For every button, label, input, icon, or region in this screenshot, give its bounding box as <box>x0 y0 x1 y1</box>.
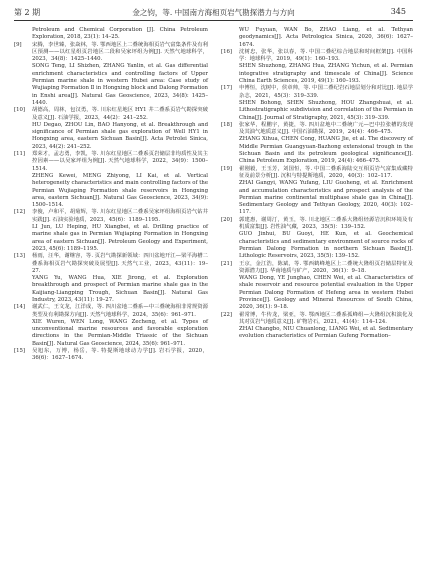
reference-entry <box>14 348 208 363</box>
reference-entry <box>221 312 413 327</box>
reference-text: ZHAI Gangyi, WANG Yufang, LIU Guoheng, et al. Enrichment and accumulation characteristics and prospect analysis of the Permian marine continental multiphase shale gas in China[J]. Sedimentary Geology and Tethyan Geology, 2020, 40(3): 102–117. <box>239 180 413 216</box>
reference-text: 翟刚毅，王玉芳，刘国恒，等. 中国二叠系海陆交互相页岩气富集成藏特征及前景分析[J]. 沉积与特提斯地质，2020，40(3)：102–117. <box>239 165 413 179</box>
reference-text: YANG Yu, WANG Hua, XIE Jirong, et al. Exploration breakthrough and prospect of Permian marine shale gas in the Kaijiang-Liangping Trough, Sichuan Basin[J]. Natural Gas Industry, 2023, 43(11): 19–27. <box>32 275 208 303</box>
reference-text: 谢武仁，王文龙，江洋成，等. 四川盆地二叠系—中三叠统海相非常规资源类型及有利勘探方向[J]. 天然气地球科学，2024，35(6)：961–971. <box>32 304 208 318</box>
reference-entry <box>221 100 413 122</box>
reference-entry <box>14 275 208 304</box>
reference-text: Petroleum and Chemical Corporation [J]. China Petroleum Exploration, 2018, 23(1): 14–25. <box>32 27 208 41</box>
reference-number: [21] <box>221 260 232 267</box>
reference-text: 王京，金江浩，陈斌，等. 鄂西鹤峰地区上二叠统大隆组页岩储层特征及资源潜力[J]. 华南地质与矿产，2020，36(1)：9–18. <box>239 260 413 274</box>
reference-text: 胡德高，周林，包汉勇，等. 川东红星地区 HY1 井二叠系页岩气勘探突破及意义[J]. 石油学报，2023，44(2)：241–252. <box>32 107 208 121</box>
reference-text: WU Fuyuan, WAN Bo, ZHAO Liang, et al. Tethyan geodynamics[J]. Acta Petrologica Sinica, 2020, 36(6): 1627–1674. <box>239 27 413 48</box>
reference-text: 张家华，程鹏宇，黄捷，等. 四川盆地中二叠统广元—巴中拉张槽的发现及其油气地质意义[J]. 中国石油勘探，2019，24(4)：466–475. <box>239 121 413 136</box>
reference-entry <box>221 261 413 276</box>
reference-entry <box>14 122 208 151</box>
reference-text: 吴旭东，万博，杨岳，等. 特提斯地球动力学[J]. 岩石学报，2020，36(6)：1627–1674. <box>32 348 208 362</box>
reference-entry <box>14 304 208 319</box>
reference-text: SHEN Shuzhong, ZHANG Hua, ZHANG Yichun, et al. Permian integrative stratigraphy and timescale of China[J]. Science China Earth Sciences, 2019, 49(1): 160–193. <box>239 63 413 85</box>
reference-entry <box>14 173 208 209</box>
references-right-column <box>221 27 413 341</box>
reference-number: [19] <box>221 165 232 172</box>
reference-entry <box>14 42 208 64</box>
reference-entry <box>14 209 208 224</box>
reference-text: 宋腾，李世臻，张焱林，等. 鄂西地区上二叠统海相页岩气富集条件及有利区预测——以红星组页岩地区二段和吴家坪组为例[J]. 天然气地球科学，2023，34(8)：1425–1440. <box>32 41 208 63</box>
reference-entry <box>221 217 413 232</box>
reference-entry <box>221 180 413 216</box>
reference-number: [18] <box>221 121 232 128</box>
header-rule <box>14 20 413 21</box>
page-number: 345 <box>390 7 406 16</box>
reference-text: ZHANG Xihua, CHEN Cong, HUANG Jie, et al. The discovery of Middle Permian Guangyuan-Bazhong extensional trough in the Sichuan Basin and its petroleum geological significance[J]. China Petroleum Exploration, 2019, 24(4): 466–475. <box>239 136 413 165</box>
reference-number: [16] <box>221 48 232 55</box>
reference-text: 郑荣才，孟志勇，李凯，等. 川东红星地区二叠系页岩储层非均质性及其主控因素——以吴家坪组为例[J]. 天然气地球科学，2022，34(9)：1500–1514. <box>32 151 208 172</box>
reference-text: ZHENG Kewei, MENG Zhiyong, LI Kai, et al. Vertical heterogeneity characteristics and main controlling factors of the Permian Wujiaping Formation shale reservoirs in Hongxing area, eastern Sichuan[J]. Natural Gas Geoscience, 2023, 34(9): 1500–1514. <box>32 172 208 209</box>
reference-number: [12] <box>14 209 25 216</box>
references-left-column <box>14 27 208 363</box>
reference-text: 杨雨，汪华，谢继容，等. 页岩气勘探新领域：四川盆地开江—梁平海槽二叠系海相页岩气勘探突破及展望[J]. 天然气工业，2023，43(11)：19–27. <box>32 253 208 274</box>
reference-entry <box>14 253 208 275</box>
reference-number: [11] <box>14 151 25 158</box>
reference-entry <box>221 136 413 165</box>
reference-entry <box>221 166 413 181</box>
reference-entry <box>221 49 413 64</box>
reference-text: GUO Jinhui, BU Guoyi, HE Kun, et al. Geochemical characteristics and sedimentary environment of source rocks of Permian Dalong Formation in northern Sichuan Basin[J]. Lithologic Reservoirs, 2023, 35(5): 139–152. <box>239 231 413 260</box>
reference-entry <box>221 27 413 49</box>
issue-number: 第 2 期 <box>14 8 41 17</box>
reference-number: [14] <box>14 304 25 311</box>
reference-entry <box>221 63 413 85</box>
reference-entry <box>221 326 413 341</box>
reference-entry <box>14 63 208 107</box>
reference-text: 沈树忠，张华，张以春，等. 中国二叠纪综合地层和时间框架[J]. 中国科学：地球科学，2019，49(1)：160–193. <box>239 48 413 63</box>
reference-number: [20] <box>221 216 232 223</box>
reference-entry <box>14 151 208 173</box>
reference-text: 翟常博，牛传龙，梁亚，等. 鄂西地区二叠系孤峰组—大隆组沉积演化及其对页岩气地质意义[J]. 矿物岩石，2021，41(4)：114–124. <box>239 311 413 325</box>
reference-text: 郭建惠，谢周汀，黄玉，等. 川北地区二叠系大隆组烃源岩沉积环境及有机质富集[J]. 岩性油气藏，2023，35(5)：139–152. <box>239 216 413 231</box>
reference-entry <box>221 275 413 311</box>
reference-entry <box>221 85 413 100</box>
reference-entry <box>221 122 413 137</box>
reference-entry <box>14 224 208 253</box>
reference-entry <box>14 319 208 348</box>
reference-number: [10] <box>14 107 25 114</box>
reference-text: WANG Dong, YE Junghao, CHEN Wei, et al. Characteristics of shale reservoir and resource potential evaluation in the Upper Permian Dalong Formation of Hefeng area in western Hubei Province[J]. Geology and Mineral Resources of South China, 2020, 36(1): 9–18. <box>239 275 413 311</box>
reference-number: [15] <box>14 348 25 355</box>
reference-number: [9] <box>14 41 22 48</box>
reference-number: [22] <box>221 311 232 318</box>
reference-text: SHEN Bohong, SHEN Shuzhong, HOU Zhangshuai, et al. Lithostratigraphic subdivision and correlation of the Permian in China[J]. Journal of Stratigraphy, 2021, 45(3): 319–339. <box>239 99 413 121</box>
reference-text: 李俊，卢和平，胡菊辉，等. 川东红星地区二叠系吴家坪组海相页岩气钻井实践[J]. 石油实验地质，2023，45(6)：1189–1195. <box>32 209 208 223</box>
reference-text: HU Degao, ZHOU Lin, BAO Hanyong, et al. Breakthrough and significance of Permian shale gas exploration of Well HY1 in Hongxing area, eastern Sichuan Basin[J]. Acta Petrolei Sinica, 2023, 44(2): 241–252. <box>32 121 208 150</box>
reference-entry <box>221 231 413 260</box>
reference-text: LI Jun, LU Heping, HU Xiangbei, et al. Drilling practice of marine shale gas in Permian Wujiaping Formation in Hongxing area of eastern Sichuan[J]. Petroleum Geology and Experiment, 2023, 45(6): 1189–1195. <box>32 224 208 252</box>
reference-number: [13] <box>14 253 25 260</box>
page-header <box>0 0 427 30</box>
reference-text: 申博恒，沈树中，侯章帅，等. 中国二叠纪岩石地层划分和对比[J]. 地层学杂志，2021，45(3)：319–339. <box>239 85 413 99</box>
reference-text: XIE Wuren, WEN Long, WANG Zecheng, et al. Types of unconventional marine resources and favorable exploration directions in the Permian-Middle Triassic of the Sichuan Basin[J]. Natural Gas Geoscience, 2024, 35(6): 961–971. <box>32 318 208 347</box>
reference-entry <box>14 27 208 42</box>
reference-entry <box>14 107 208 122</box>
reference-text: ZHAI Changbo, NIU Chuanlong, LIANG Wei, et al. Sedimentary evolution characteristics of Permian Gufeng Formation– <box>239 326 413 340</box>
reference-text: SONG Teng, LI Shizhen, ZHANG Yanlin, et al. Gas differential enrichment characteristics and controlling factors of Upper Permian marine shale in western Hubei area: Case study of Wujiaping Formation Ⅱ in Hongxing block and Dalong Formation in Enshi area[J]. Natural Gas Geoscience, 2023, 34(8): 1425–1440. <box>32 63 208 106</box>
running-title: 金之钧，等. 中国南方海相页岩气勘探潜力与方向 <box>132 8 295 17</box>
reference-number: [17] <box>221 85 232 92</box>
